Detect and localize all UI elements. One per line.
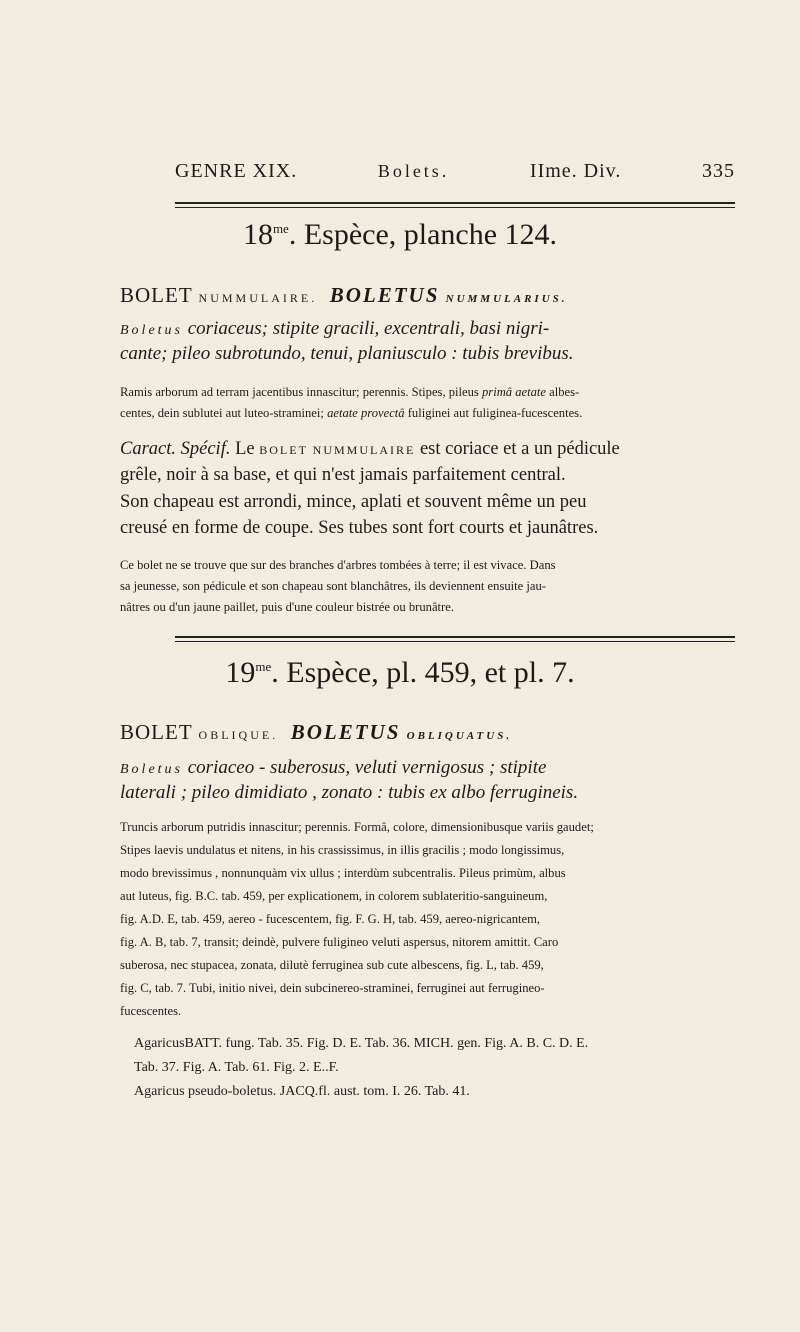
latin-epithet: NUMMULARIUS. — [445, 293, 568, 305]
diagnosis-line — [120, 782, 578, 804]
french-epithet: OBLIQUE. — [198, 728, 279, 742]
latin-epithet: OBLIQUATUS. — [406, 730, 513, 742]
page-number: 335 — [701, 160, 735, 182]
running-head — [175, 160, 735, 183]
description-italic: aetate provectâ — [327, 406, 405, 420]
caract-label: Caract. Spécif. — [120, 439, 231, 459]
description-text: centes, dein sublutei aut luteo-straminei; — [120, 406, 324, 420]
french-genus: BOLET — [120, 720, 193, 744]
description-line: suberosa, nec stupacea, zonata, dilutè ferruginea sub cute albescens, fig. L, tab. 459, — [120, 958, 544, 972]
diagnosis-genus: Boletus — [120, 762, 183, 777]
description-line: modo brevissimus , nonnunquàm vix ullus ; interdùm subcentralis. Pileus primùm, albus — [120, 866, 566, 880]
description-line: fig. A.D. E, tab. 459, aereo - fucescentem, fig. F. G. H, tab. 459, aereo-nigricantem, — [120, 912, 541, 926]
caract-line — [120, 437, 620, 463]
caract-text: Le — [235, 439, 255, 459]
section-rule — [175, 202, 735, 208]
caract-text: est coriace et a un pédicule — [419, 439, 620, 459]
caract-line: Son chapeau est arrondi, mince, aplati et souvent même un peu — [120, 492, 587, 512]
description-text: Ramis arborum ad terram jacentibus innascitur; perennis. Stipes, pileus — [120, 385, 479, 399]
french-genus: BOLET — [120, 283, 193, 307]
description-line: Stipes laevis undulatus et nitens, in his crassissimus, in illis gracilis ; modo longissimus, — [120, 843, 565, 857]
note-line: sa jeunesse, son pédicule et son chapeau sont blanchâtres, ils deviennent ensuite jau- — [120, 579, 546, 593]
diagnosis-text: laterali ; pileo dimidiato , zonato : tubis ex albo ferrugineis. — [120, 782, 579, 803]
latin-genus: BOLETUS — [290, 720, 401, 744]
description-text: fuliginei aut fuliginea-fucescentes. — [407, 406, 583, 420]
description-line: aut luteus, fig. B.C. tab. 459, per explicationem, in colorem sublateritio-sanguineum, — [120, 889, 548, 903]
species-title — [120, 720, 512, 745]
group-label: Bolets. — [377, 161, 450, 181]
species-heading-text: . Espèce, planche 124. — [288, 218, 558, 251]
species-heading-text: . Espèce, pl. 459, et pl. 7. — [271, 656, 575, 689]
description-line: fig. A. B, tab. 7, transit; deindè, pulvere fuligineo veluti aspersus, nitorem amittit. Caro — [120, 935, 559, 949]
diagnosis-text: coriaceo - suberosus, veluti vernigosus ; stipite — [187, 757, 547, 778]
caract-line: grêle, noir à sa base, et qui n'est jamais parfaitement central. — [120, 465, 566, 485]
species-title — [120, 283, 568, 308]
reference-line: AgaricusBATT. fung. Tab. 35. Fig. D. E. Tab. 36. MICH. gen. Fig. A. B. C. D. E. — [134, 1036, 589, 1051]
diagnosis-text: cante; pileo subrotundo, tenui, planiusculo : tubis brevibus. — [120, 343, 574, 364]
species-number: 19 — [225, 656, 256, 689]
diagnosis-genus: Boletus — [120, 323, 183, 338]
species-heading — [0, 656, 800, 690]
references-block — [120, 1032, 740, 1104]
reference-line: Agaricus pseudo-boletus. JACQ.fl. aust. tom. I. 26. Tab. 41. — [134, 1084, 470, 1099]
diagnosis-text: coriaceus; stipite gracili, excentrali, basi nigri- — [187, 318, 550, 339]
genre-label: GENRE XIX. — [175, 160, 298, 182]
latin-description — [120, 381, 579, 404]
description-text: albes- — [549, 385, 580, 399]
latin-description-block — [120, 816, 740, 1023]
reference-line: Tab. 37. Fig. A. Tab. 61. Fig. 2. E..F. — [134, 1060, 339, 1075]
species-number-suffix: me — [272, 221, 289, 236]
species-heading — [0, 218, 800, 252]
diagnosis-line — [120, 757, 546, 779]
description-line: fucescentes. — [120, 1004, 182, 1018]
description-italic: primâ aetate — [482, 385, 547, 399]
note-line: Ce bolet ne se trouve que sur des branches d'arbres tombées à terre; il est vivace. Dans — [120, 558, 556, 572]
species-number: 18 — [242, 218, 273, 251]
latin-description — [120, 402, 582, 425]
caract-line: creusé en forme de coupe. Ses tubes sont fort courts et jaunâtres. — [120, 518, 599, 538]
species-number-suffix: me — [255, 659, 272, 674]
french-epithet: NUMMULAIRE. — [198, 291, 318, 305]
diagnosis-line — [120, 343, 574, 365]
latin-genus: BOLETUS — [329, 283, 440, 307]
section-rule — [175, 636, 735, 642]
description-line: Truncis arborum putridis innascitur; perennis. Formâ, colore, dimensionibusque variis gaudet; — [120, 820, 594, 834]
diagnosis-line — [120, 318, 549, 340]
division-label: IIme. Div. — [529, 160, 622, 182]
species-name-caps: BOLET NUMMULAIRE — [259, 443, 416, 457]
note-line: nâtres ou d'un jaune paillet, puis d'une couleur bistrée ou brunâtre. — [120, 600, 454, 614]
description-line: fig. C, tab. 7. Tubi, initio nivei, dein subcinereo-straminei, ferruginei aut ferrugineo- — [120, 981, 545, 995]
